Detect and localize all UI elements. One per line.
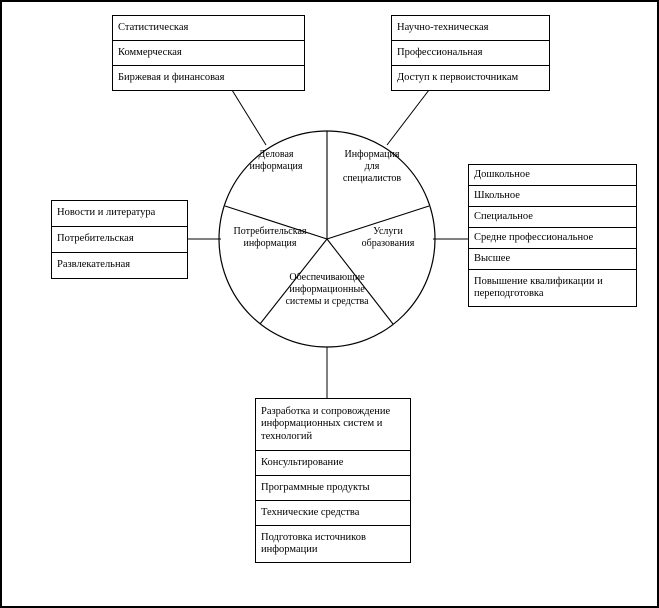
group-education-item-0[interactable] [468, 164, 637, 186]
wheel-sector-support-line2: информационные [289, 284, 365, 296]
group-specialists-item-1-label: Профессиональная [397, 46, 483, 58]
group-business-item-0-label: Статистическая [118, 21, 189, 33]
group-consumer-item-1-label: Потребительская [57, 233, 134, 245]
group-education-item-3[interactable] [468, 227, 637, 249]
group-consumer [51, 200, 188, 279]
group-specialists-item-0-label: Научно-техническая [397, 21, 489, 33]
group-specialists-item-2-label: Доступ к первоисточникам [397, 71, 519, 83]
wheel-sector-specialists-line3: специалистов [342, 173, 402, 185]
group-education-item-1-label: Школьное [474, 189, 520, 201]
group-education-item-3-label: Средне профессиональное [474, 231, 594, 243]
group-support-item-2[interactable] [255, 475, 411, 501]
wheel-sector-consumer-line2: информация [243, 238, 297, 250]
group-support-item-3-label: Технические средства [261, 506, 360, 518]
group-specialists [391, 15, 550, 91]
wheel-sector-support-line3: системы и средства [285, 296, 369, 308]
group-education-item-4[interactable] [468, 248, 637, 270]
group-consumer-item-0[interactable] [51, 200, 188, 227]
group-education [468, 164, 637, 307]
group-specialists-item-0[interactable] [391, 15, 550, 41]
group-business-item-1-label: Коммерческая [118, 46, 182, 58]
wheel-sector-specialists-line2: для [364, 161, 380, 173]
group-support-item-0-label: Разработка и сопровождение информационных систем и технологий [261, 406, 391, 442]
group-education-item-0-label: Дошкольное [474, 168, 530, 180]
group-business-item-0[interactable] [112, 15, 305, 41]
group-education-item-5-label: Повышение квалификации и переподготовка [474, 275, 603, 299]
group-education-item-1[interactable] [468, 185, 637, 207]
group-education-item-2-label: Специальное [474, 210, 533, 222]
group-education-item-5[interactable] [468, 269, 637, 307]
group-support-item-2-label: Программные продукты [261, 481, 370, 493]
wheel-sector-business-line2: информация [249, 161, 303, 173]
wheel-sector-specialists-line1: Информация [344, 149, 400, 160]
group-consumer-item-0-label: Новости и литература [57, 207, 156, 219]
group-business-item-1[interactable] [112, 40, 305, 66]
group-support [255, 398, 411, 563]
wheel-sector-business-line1: Деловая [258, 149, 294, 160]
group-consumer-item-2[interactable] [51, 252, 188, 279]
group-specialists-item-1[interactable] [391, 40, 550, 66]
wheel-sector-consumer-line1: Потребительская [233, 226, 307, 237]
wheel-sector-education-line1: Услуги [373, 226, 403, 237]
group-business-item-2-label: Биржевая и финансовая [118, 71, 225, 83]
group-specialists-item-2[interactable] [391, 65, 550, 91]
group-support-item-1-label: Консультирование [261, 456, 344, 468]
group-education-item-4-label: Высшее [474, 252, 511, 264]
group-support-item-4[interactable] [255, 525, 411, 563]
group-support-item-4-label: Подготовка источников информации [261, 531, 366, 555]
group-support-item-1[interactable] [255, 450, 411, 476]
wheel-sector-education-line2: образования [361, 238, 415, 250]
group-support-item-3[interactable] [255, 500, 411, 526]
group-support-item-0[interactable] [255, 398, 411, 451]
group-consumer-item-1[interactable] [51, 226, 188, 253]
group-business [112, 15, 305, 91]
group-business-item-2[interactable] [112, 65, 305, 91]
wheel-sector-support-line1: Обеспечивающие [289, 272, 365, 283]
group-consumer-item-2-label: Развлекательная [57, 259, 131, 271]
group-education-item-2[interactable] [468, 206, 637, 228]
